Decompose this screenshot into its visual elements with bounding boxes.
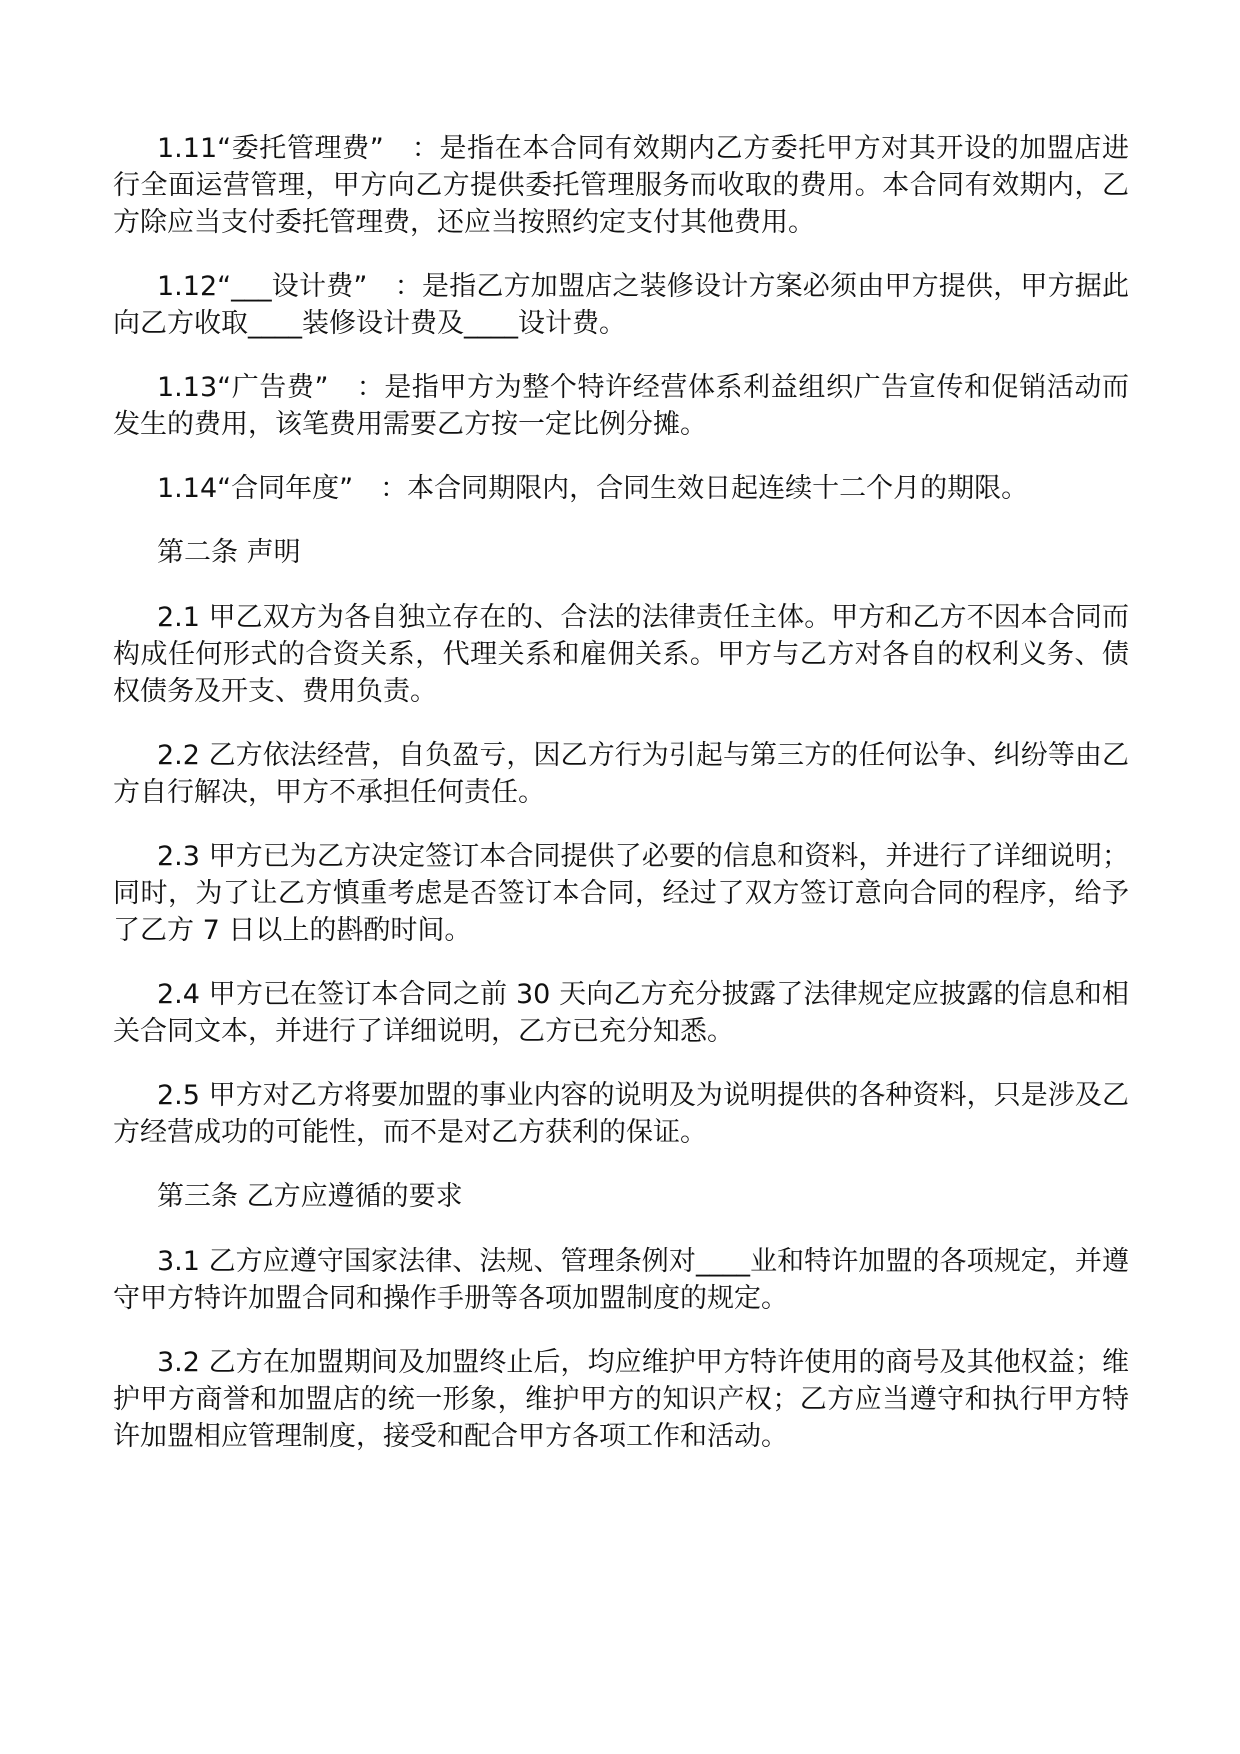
clause-1-12: 1.12“___设计费” ：是指乙方加盟店之装修设计方案必须由甲方提供，甲方据此向乙方收取____装修设计费及____设计费。 (113, 271, 1129, 339)
article-2-heading: 第二条 声明 (157, 537, 301, 568)
clause-2-2: 2.2 乙方依法经营，自负盈亏，因乙方行为引起与第三方的任何讼争、纠纷等由乙方自行解决，甲方不承担任何责任。 (113, 740, 1129, 808)
clause-2-4: 2.4 甲方已在签订本合同之前 30 天向乙方充分披露了法律规定应披露的信息和相关合同文本，并进行了详细说明，乙方已充分知悉。 (113, 979, 1129, 1047)
clause-1-14: 1.14“合同年度” ：本合同期限内，合同生效日起连续十二个月的期限。 (157, 473, 1029, 504)
clause-2-3: 2.3 甲方已为乙方决定签订本合同提供了必要的信息和资料，并进行了详细说明；同时，为了让乙方慎重考虑是否签订本合同，经过了双方签订意向合同的程序，给予了乙方 7 日以上的斟酌时间。 (113, 841, 1129, 946)
clause-3-2: 3.2 乙方在加盟期间及加盟终止后，均应维护甲方特许使用的商号及其他权益；维护甲方商誉和加盟店的统一形象，维护甲方的知识产权；乙方应当遵守和执行甲方特许加盟相应管理制度，接受和配合甲方各项工作和活动。 (113, 1347, 1129, 1452)
article-3-heading: 第三条 乙方应遵循的要求 (157, 1181, 463, 1212)
clause-1-11: 1.11“委托管理费” ：是指在本合同有效期内乙方委托甲方对其开设的加盟店进行全面运营管理，甲方向乙方提供委托管理服务而收取的费用。本合同有效期内，乙方除应当支付委托管理费，还应当按照约定支付其他费用。 (113, 133, 1129, 238)
clause-1-13: 1.13“广告费” ：是指甲方为整个特许经营体系利益组织广告宣传和促销活动而发生的费用，该笔费用需要乙方按一定比例分摊。 (113, 372, 1129, 440)
clause-3-1: 3.1 乙方应遵守国家法律、法规、管理条例对____业和特许加盟的各项规定，并遵守甲方特许加盟合同和操作手册等各项加盟制度的规定。 (113, 1246, 1129, 1314)
clause-2-5: 2.5 甲方对乙方将要加盟的事业内容的说明及为说明提供的各种资料，只是涉及乙方经营成功的可能性，而不是对乙方获利的保证。 (113, 1080, 1129, 1148)
document-page (113, 130, 1129, 1482)
clause-2-1: 2.1 甲乙双方为各自独立存在的、合法的法律责任主体。甲方和乙方不因本合同而构成任何形式的合资关系，代理关系和雇佣关系。甲方与乙方对各自的权利义务、债权债务及开支、费用负责。 (113, 602, 1129, 707)
